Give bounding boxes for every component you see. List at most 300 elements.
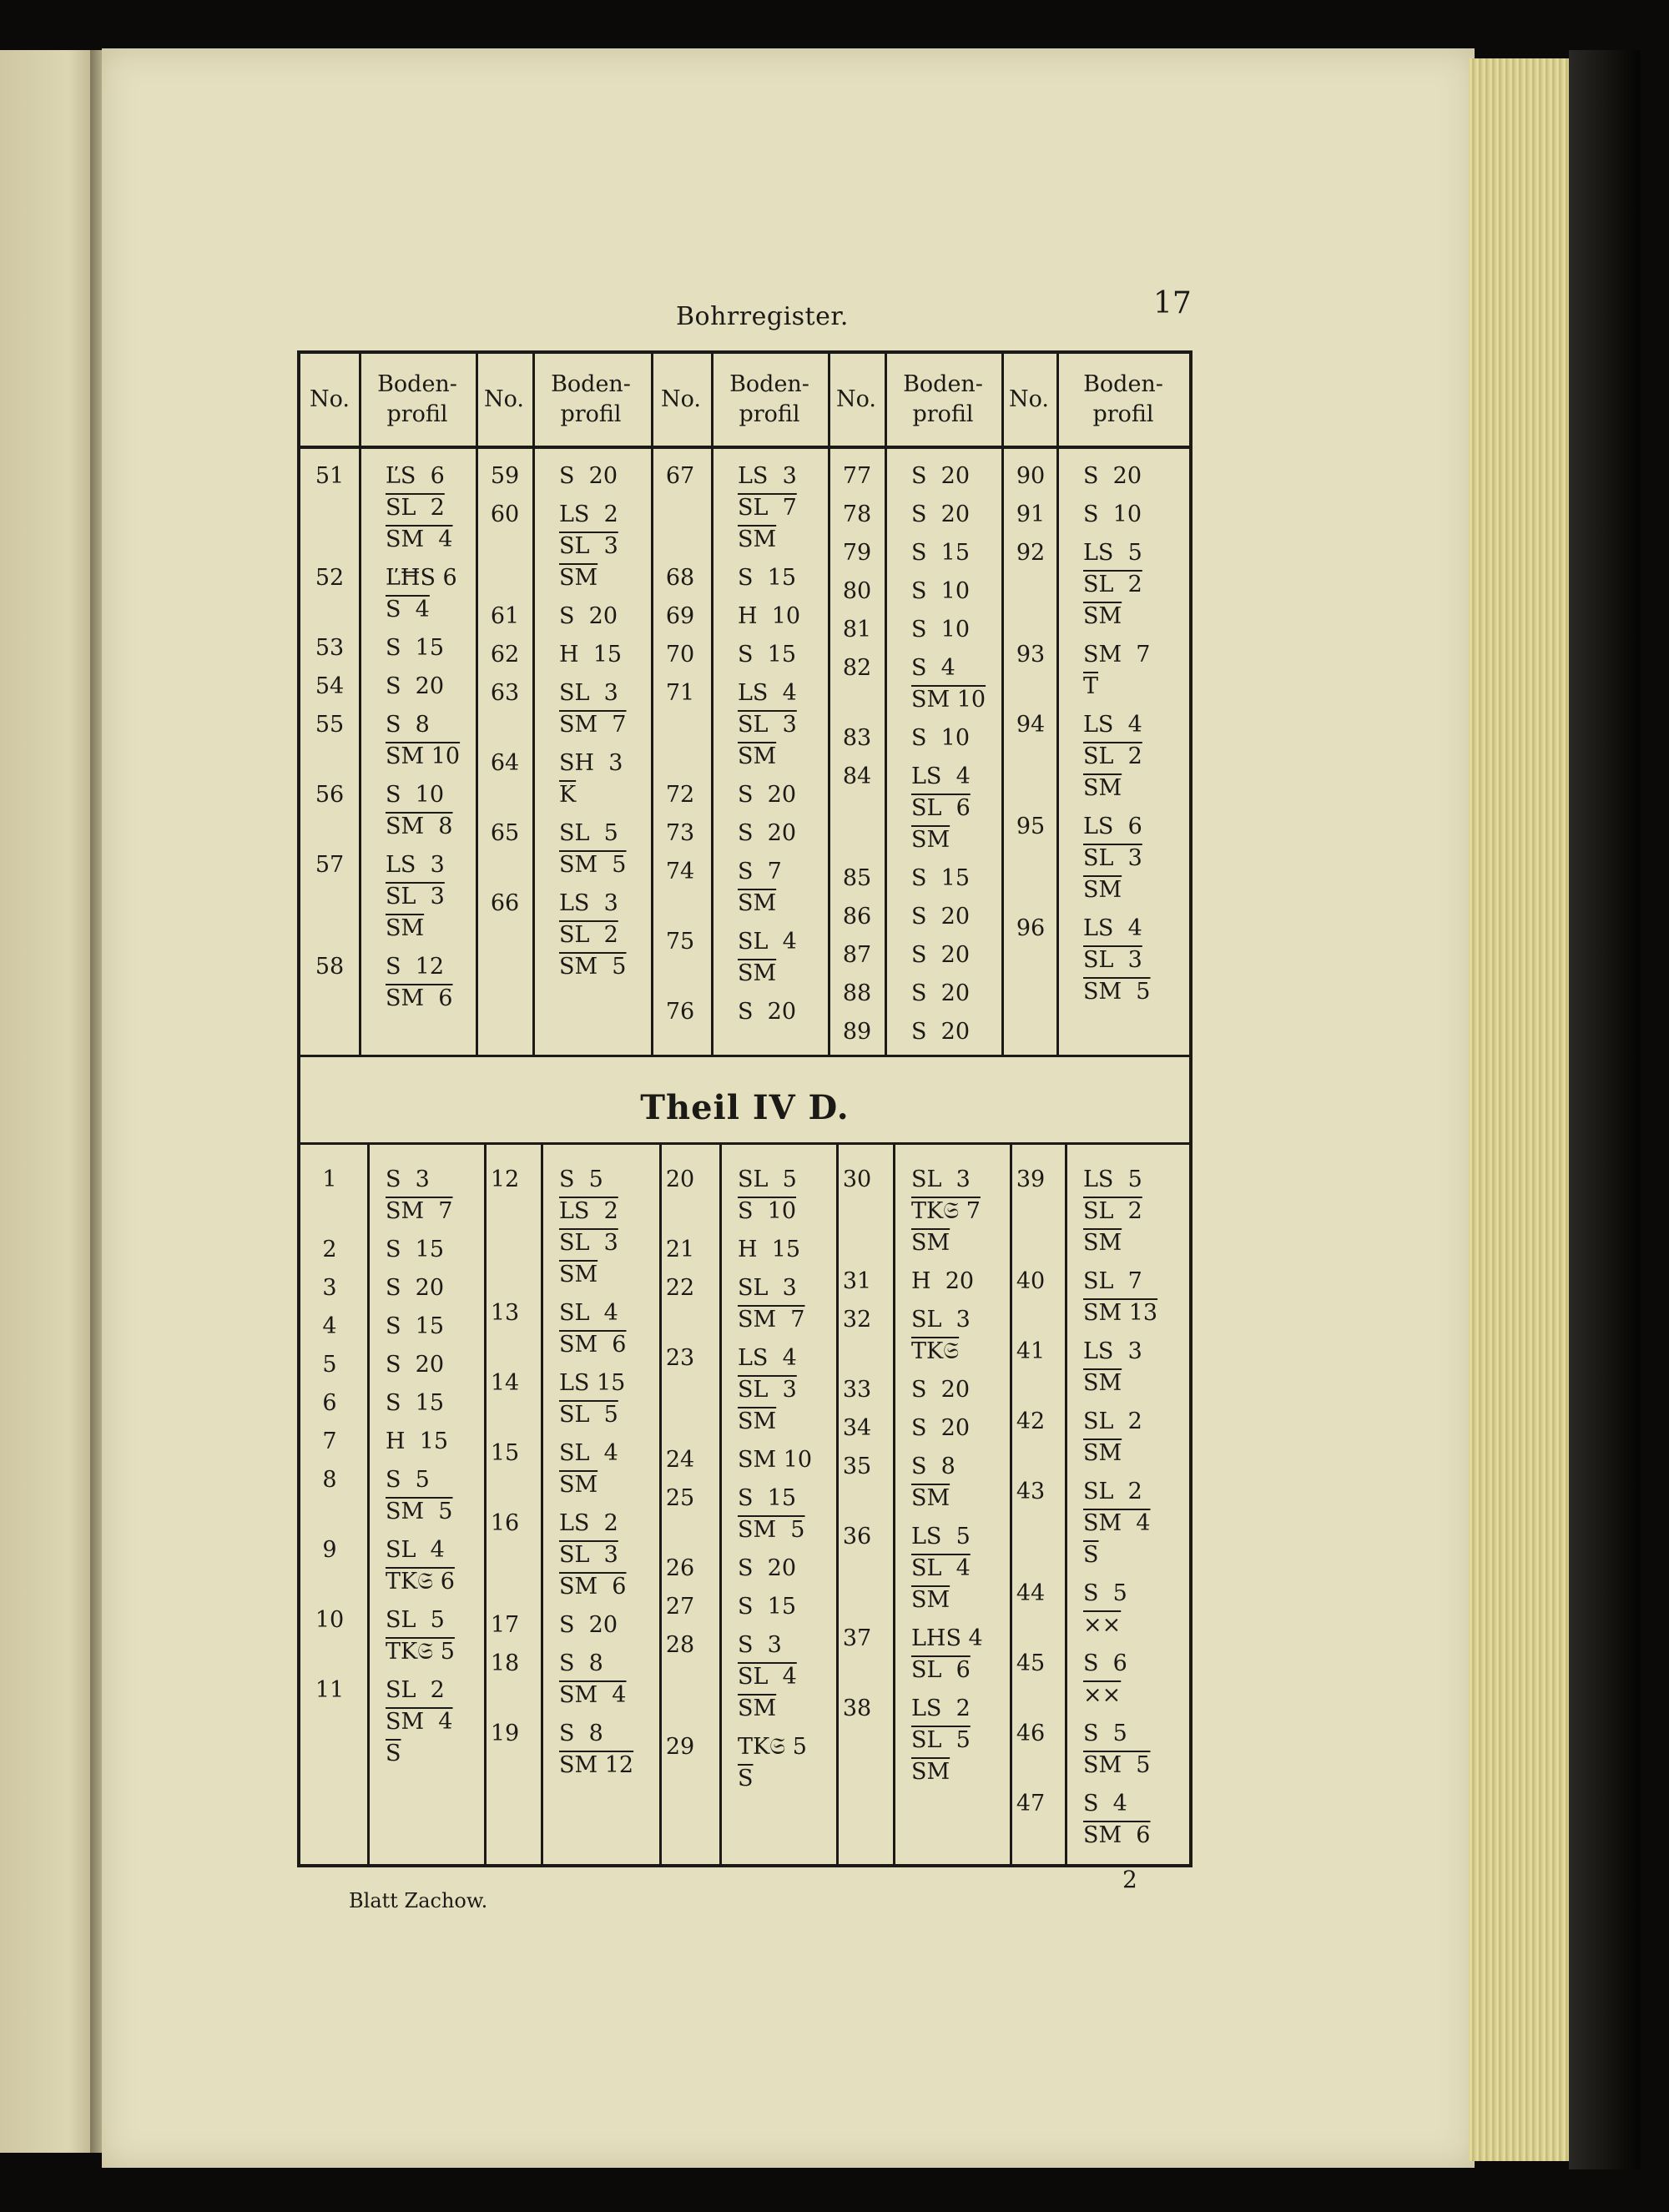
bohrung-number: 66 (490, 890, 520, 916)
bohrung-number: 8 (322, 1467, 337, 1493)
bodenprofil-layer: $\overline{SM}$ (911, 1485, 950, 1511)
bodenprofil-layer: S 6 (1083, 1650, 1127, 1676)
bohrung-number: 52 (315, 565, 345, 591)
bohrung-number: 14 (490, 1370, 520, 1396)
bodenprofil-layer: SM 5 (1083, 979, 1151, 1005)
bohrung-number: 10 (315, 1607, 345, 1633)
bodenprofil-layer: $\overline{SM}$ (1083, 1440, 1122, 1466)
column-divider-upper-2 (476, 354, 478, 1055)
bohrung-number: 30 (842, 1166, 872, 1192)
bodenprofil-layer: SL 5 (911, 1727, 971, 1753)
bodenprofil-layer: SM 6 (559, 1574, 627, 1600)
column-divider-lower-9 (1065, 1145, 1067, 1864)
bohrung-number: 85 (842, 865, 872, 891)
bohrung-number: 32 (842, 1307, 872, 1333)
column-divider-lower-7 (893, 1145, 895, 1864)
bodenprofil-layer: SL 3 (738, 1275, 797, 1301)
bodenprofil-layer: S 20 (1083, 463, 1142, 489)
bohrung-number: 34 (842, 1415, 872, 1441)
bodenprofil-layer: S 10 (911, 578, 971, 604)
column-divider-lower-6 (836, 1145, 839, 1864)
bohrung-number: 64 (490, 750, 520, 776)
bodenprofil-layer: S 15 (911, 865, 971, 891)
bodenprofil-layer: S 10 (911, 617, 971, 642)
bodenprofil-layer: SL 4 (559, 1300, 618, 1326)
bodenprofil-layer: S 20 (911, 904, 971, 930)
bodenprofil-layer: S 4 (386, 597, 430, 622)
bohrung-number: 35 (842, 1454, 872, 1479)
bodenprofil-layer: SH 3 (559, 750, 623, 776)
bohrung-number: 53 (315, 635, 345, 661)
bodenprofil-layer: TK𝔖 5 (386, 1639, 455, 1665)
bodenprofil-layer: S 20 (738, 1555, 797, 1581)
bohrung-number: 81 (842, 617, 872, 642)
bodenprofil-layer: SL 2 (1083, 572, 1142, 597)
bohrung-number: 37 (842, 1625, 872, 1651)
bodenprofil-layer: SL 2 (559, 922, 618, 948)
column-divider-upper-8 (1001, 354, 1004, 1055)
bohrung-number: 72 (665, 782, 695, 808)
column-divider-lower-5 (719, 1145, 722, 1864)
bodenprofil-layer: S 8 (386, 712, 430, 738)
bohrung-number: 84 (842, 763, 872, 789)
bodenprofil-layer: SM 13 (1083, 1300, 1158, 1326)
bohrung-number: 29 (665, 1734, 695, 1760)
bodenprofil-layer: LS 2 (559, 501, 618, 527)
bodenprofil-layer: SL 7 (738, 495, 797, 521)
bohrung-number: 69 (665, 603, 695, 629)
bodenprofil-layer: SL 5 (559, 820, 618, 846)
bodenprofil-layer: $\overline{T}$ (1083, 673, 1099, 699)
bodenprofil-layer: LS 3 (386, 852, 445, 878)
bodenprofil-layer: ĽĦS 6 (386, 565, 457, 591)
bodenprofil-layer: LS 3 (559, 890, 618, 916)
bohrung-number: 40 (1016, 1268, 1046, 1294)
bodenprofil-layer: $\overline{SM}$ (911, 1587, 950, 1613)
bohrung-number: 15 (490, 1440, 520, 1466)
page-number: 17 (1153, 286, 1192, 320)
page-edges (1469, 58, 1569, 2161)
bodenprofil-layer: LS 5 (1083, 540, 1142, 566)
bodenprofil-layer: S 15 (911, 540, 971, 566)
header-bodenprofil-line-2: profil (739, 401, 800, 427)
bohrung-number: 80 (842, 578, 872, 604)
bodenprofil-layer: SL 4 (738, 1664, 797, 1690)
bohrung-number: 51 (315, 463, 345, 489)
bodenprofil-layer: S 15 (738, 565, 797, 591)
bohrung-number: 70 (665, 642, 695, 668)
bodenprofil-layer: $\overline{SM}$ (1083, 775, 1122, 801)
bodenprofil-layer: LS 6 (1083, 814, 1142, 839)
bohrung-number: 95 (1016, 814, 1046, 839)
bohrung-number: 77 (842, 463, 872, 489)
header-no-3: No. (661, 386, 701, 412)
bohrung-number: 78 (842, 501, 872, 527)
bodenprofil-layer: $\overline{S}$ (386, 1741, 401, 1766)
bodenprofil-layer: SL 4 (911, 1555, 971, 1581)
bodenprofil-layer: S 15 (738, 1594, 797, 1620)
header-bodenprofil-line-1: Boden- (551, 371, 631, 397)
bohrung-number: 23 (665, 1345, 695, 1371)
column-divider-upper-3 (532, 354, 535, 1055)
bodenprofil-layer: TK𝔖 7 (911, 1198, 981, 1224)
bohrung-number: 93 (1016, 642, 1046, 668)
bodenprofil-layer: S 8 (911, 1454, 956, 1479)
bodenprofil-layer: $\overline{SM}$ (738, 1696, 777, 1721)
bodenprofil-layer: S 20 (911, 1377, 971, 1403)
bodenprofil-layer: SL 6 (911, 1657, 971, 1683)
bodenprofil-layer: SM 8 (386, 814, 453, 839)
bodenprofil-layer: SM 7 (386, 1198, 453, 1224)
header-bodenprofil-line-1: Boden- (1083, 371, 1163, 397)
bodenprofil-layer: SL 2 (386, 1677, 445, 1703)
bodenprofil-layer: SM 5 (1083, 1752, 1151, 1778)
bohrung-number: 38 (842, 1696, 872, 1721)
header-no-5: No. (1009, 386, 1049, 412)
bohrung-number: 17 (490, 1612, 520, 1638)
bodenprofil-layer: S 4 (911, 655, 956, 681)
header-bodenprofil-line-2: profil (560, 401, 622, 427)
bohrung-number: 24 (665, 1447, 695, 1473)
bodenprofil-layer: SL 6 (911, 795, 971, 821)
bodenprofil-layer: ×× (1083, 1612, 1122, 1638)
bodenprofil-layer: S 5 (386, 1467, 430, 1493)
header-bodenprofil-3 (711, 354, 828, 446)
bohrung-number: 83 (842, 725, 872, 751)
header-no-1: No. (310, 386, 350, 412)
bodenprofil-layer: $\overline{K}$ (559, 782, 577, 808)
bohrung-number: 1 (322, 1166, 337, 1192)
bodenprofil-layer: S 8 (559, 1650, 603, 1676)
bodenprofil-layer: S 20 (386, 1352, 445, 1378)
bohrung-number: 26 (665, 1555, 695, 1581)
column-divider-upper-5 (711, 354, 713, 1055)
bodenprofil-layer: S 10 (738, 1198, 797, 1224)
header-bodenprofil-5 (1056, 354, 1190, 446)
bodenprofil-layer: SM 5 (559, 954, 627, 980)
bodenprofil-layer: S 10 (1083, 501, 1142, 527)
bodenprofil-layer: SM 4 (386, 1709, 453, 1735)
bodenprofil-layer: H 15 (559, 642, 623, 668)
column-divider-lower-2 (484, 1145, 487, 1864)
bodenprofil-layer: $\overline{S}$ (1083, 1542, 1099, 1568)
bohrung-number: 91 (1016, 501, 1046, 527)
bodenprofil-layer: SL 3 (738, 1377, 797, 1403)
header-bodenprofil-1 (359, 354, 476, 446)
column-divider-lower-1 (367, 1145, 370, 1864)
bohrung-number: 60 (490, 501, 520, 527)
bodenprofil-layer: SL 3 (559, 1230, 618, 1256)
bodenprofil-layer: S 15 (738, 642, 797, 668)
bodenprofil-layer: LS 5 (1083, 1166, 1142, 1192)
bodenprofil-layer: SL 7 (1083, 1268, 1142, 1294)
bohrung-number: 74 (665, 859, 695, 884)
bodenprofil-layer: S 15 (386, 635, 445, 661)
bodenprofil-layer: S 5 (1083, 1721, 1127, 1746)
column-divider-upper-4 (651, 354, 653, 1055)
section-divider-bottom (300, 1142, 1189, 1145)
header-bodenprofil-line-2: profil (386, 401, 448, 427)
bodenprofil-layer: S 20 (738, 782, 797, 808)
bodenprofil-layer: SM 4 (1083, 1510, 1151, 1536)
bohrung-number: 7 (322, 1428, 337, 1454)
bodenprofil-layer: $\overline{SM}$ (911, 1230, 950, 1256)
bohrung-number: 9 (322, 1537, 337, 1563)
bohrung-number: 54 (315, 673, 345, 699)
bohrung-number: 89 (842, 1019, 872, 1045)
bohrung-number: 90 (1016, 463, 1046, 489)
bodenprofil-layer: $\overline{SM}$ (386, 915, 425, 941)
header-bodenprofil-2 (532, 354, 649, 446)
section-divider-top (300, 1055, 1189, 1057)
bodenprofil-layer: S 3 (738, 1632, 782, 1658)
bohrung-number: 82 (842, 655, 872, 681)
bohrung-number: 33 (842, 1377, 872, 1403)
bohrung-number: 75 (665, 929, 695, 955)
bodenprofil-layer: SM 7 (1083, 642, 1151, 668)
bodenprofil-layer: LS 2 (559, 1198, 618, 1224)
bodenprofil-layer: $\overline{SM}$ (559, 565, 598, 591)
bodenprofil-layer: $\overline{SM}$ (738, 527, 777, 552)
bodenprofil-layer: SL 3 (559, 1542, 618, 1568)
bodenprofil-layer: SL 4 (738, 929, 797, 955)
bodenprofil-layer: S 20 (559, 603, 618, 629)
bohrung-number: 16 (490, 1510, 520, 1536)
bohrung-number: 5 (322, 1352, 337, 1378)
bodenprofil-layer: $\overline{SM}$ (911, 1759, 950, 1785)
column-divider-upper-9 (1056, 354, 1059, 1055)
bohrung-number: 22 (665, 1275, 695, 1301)
bohrung-number: 94 (1016, 712, 1046, 738)
bodenprofil-layer: S 20 (911, 501, 971, 527)
bodenprofil-layer: $\overline{SM}$ (559, 1262, 598, 1287)
bohrung-number: 3 (322, 1275, 337, 1301)
bodenprofil-layer: LS 15 (559, 1370, 626, 1396)
bodenprofil-layer: S 12 (386, 954, 445, 980)
bodenprofil-layer: $\overline{SM}$ (1083, 877, 1122, 903)
bohrung-number: 62 (490, 642, 520, 668)
column-divider-upper-6 (828, 354, 830, 1055)
bohrung-number: 39 (1016, 1166, 1046, 1192)
bodenprofil-layer: H 10 (738, 603, 801, 629)
bodenprofil-layer: $\overline{SM}$ (738, 743, 777, 769)
header-no-2: No. (484, 386, 524, 412)
bohrregister-table (297, 350, 1193, 1867)
bodenprofil-layer: $\overline{SM}$ (559, 1472, 598, 1498)
bohrung-number: 86 (842, 904, 872, 930)
bodenprofil-layer: SM 5 (559, 852, 627, 878)
bodenprofil-layer: S 5 (1083, 1580, 1127, 1606)
bodenprofil-layer: SM 5 (738, 1517, 805, 1543)
bodenprofil-layer: SL 2 (1083, 743, 1142, 769)
bohrung-number: 43 (1016, 1479, 1046, 1504)
bodenprofil-layer: LS 4 (738, 680, 797, 706)
bodenprofil-layer: S 20 (386, 1275, 445, 1301)
bohrung-number: 44 (1016, 1580, 1046, 1606)
bodenprofil-layer: SL 2 (1083, 1479, 1142, 1504)
footer-sheet-name: Blatt Zachow. (349, 1889, 488, 1912)
bodenprofil-layer: S 15 (386, 1390, 445, 1416)
bodenprofil-layer: SL 5 (559, 1402, 618, 1428)
running-title: Bohrregister. (676, 302, 849, 331)
header-no-4: No. (836, 386, 876, 412)
bodenprofil-layer: LS 3 (738, 463, 797, 489)
header-bodenprofil-line-2: profil (912, 401, 974, 427)
bodenprofil-layer: LS 4 (1083, 712, 1142, 738)
bodenprofil-layer: SL 3 (1083, 947, 1142, 973)
bohrung-number: 28 (665, 1632, 695, 1658)
bodenprofil-layer: S 3 (386, 1166, 430, 1192)
bodenprofil-layer: SL 3 (911, 1307, 971, 1333)
header-bodenprofil-line-1: Boden- (903, 371, 983, 397)
bodenprofil-layer: LS 4 (738, 1345, 797, 1371)
bodenprofil-layer: S 7 (738, 859, 782, 884)
header-bodenprofil-line-1: Boden- (729, 371, 809, 397)
bodenprofil-layer: H 15 (738, 1237, 801, 1262)
bodenprofil-layer: SL 3 (911, 1166, 971, 1192)
bodenprofil-layer: SM 10 (911, 687, 986, 713)
bodenprofil-layer: SM 10 (738, 1447, 813, 1473)
bohrung-number: 2 (322, 1237, 337, 1262)
bohrung-number: 25 (665, 1485, 695, 1511)
bodenprofil-layer: SL 4 (559, 1440, 618, 1466)
bohrung-number: 71 (665, 680, 695, 706)
bodenprofil-layer: $\overline{SM}$ (1083, 1370, 1122, 1396)
bodenprofil-layer: $\overline{SM}$ (738, 890, 777, 916)
bodenprofil-layer: SM 5 (386, 1499, 453, 1524)
bodenprofil-layer: H 15 (386, 1428, 449, 1454)
column-divider-upper-1 (359, 354, 361, 1055)
bohrung-number: 12 (490, 1166, 520, 1192)
bodenprofil-layer: LS 2 (911, 1696, 971, 1721)
bodenprofil-layer: S 20 (738, 999, 797, 1025)
bohrung-number: 56 (315, 782, 345, 808)
bohrung-number: 76 (665, 999, 695, 1025)
bohrung-number: 18 (490, 1650, 520, 1676)
bodenprofil-layer: $\overline{S}$ (738, 1766, 754, 1791)
bodenprofil-layer: LS 5 (911, 1524, 971, 1549)
bohrung-number: 46 (1016, 1721, 1046, 1746)
bodenprofil-layer: S 20 (911, 463, 971, 489)
bodenprofil-layer: SL 2 (1083, 1408, 1142, 1434)
bodenprofil-layer: ×× (1083, 1682, 1122, 1708)
bodenprofil-layer: TK𝔖 (911, 1338, 960, 1364)
bodenprofil-layer: TK𝔖 6 (386, 1569, 455, 1595)
bodenprofil-layer: S 4 (1083, 1791, 1127, 1816)
bodenprofil-layer: SL 3 (559, 533, 618, 559)
bodenprofil-layer: SM 7 (559, 712, 627, 738)
bodenprofil-layer: $\overline{SM}$ (1083, 603, 1122, 629)
bohrung-number: 41 (1016, 1338, 1046, 1364)
bodenprofil-layer: $\overline{SM}$ (1083, 1230, 1122, 1256)
bohrung-number: 57 (315, 852, 345, 878)
bohrung-number: 47 (1016, 1791, 1046, 1816)
bodenprofil-layer: LS 4 (911, 763, 971, 789)
bohrung-number: 92 (1016, 540, 1046, 566)
bodenprofil-layer: SM 7 (738, 1307, 805, 1333)
bodenprofil-layer: SM 4 (386, 527, 453, 552)
bohrung-number: 21 (665, 1237, 695, 1262)
header-bodenprofil-line-2: profil (1092, 401, 1154, 427)
bodenprofil-layer: SM 4 (559, 1682, 627, 1708)
bodenprofil-layer: S 8 (559, 1721, 603, 1746)
bohrung-number: 73 (665, 820, 695, 846)
bodenprofil-layer: S 10 (911, 725, 971, 751)
bohrung-number: 6 (322, 1390, 337, 1416)
bodenprofil-layer: S 20 (738, 820, 797, 846)
bodenprofil-layer: S 10 (386, 782, 445, 808)
bodenprofil-layer: SL 3 (386, 884, 445, 909)
bodenprofil-layer: SM 10 (386, 743, 461, 769)
bohrung-number: 67 (665, 463, 695, 489)
bodenprofil-layer: SL 3 (738, 712, 797, 738)
bodenprofil-layer: S 20 (911, 1019, 971, 1045)
bodenprofil-layer: LS 3 (1083, 1338, 1142, 1364)
bohrung-number: 13 (490, 1300, 520, 1326)
bodenprofil-layer: SL 5 (386, 1607, 445, 1633)
bohrung-number: 4 (322, 1313, 337, 1339)
section-title: Theil IV D. (640, 1088, 850, 1127)
bodenprofil-layer: SL 5 (738, 1166, 797, 1192)
bohrung-number: 27 (665, 1594, 695, 1620)
bodenprofil-layer: S 20 (559, 1612, 618, 1638)
bohrung-number: 11 (315, 1677, 345, 1703)
bohrung-number: 31 (842, 1268, 872, 1294)
bodenprofil-layer: SM 6 (1083, 1822, 1151, 1848)
bodenprofil-layer: SM 12 (559, 1752, 634, 1778)
bohrung-number: 88 (842, 980, 872, 1006)
bohrung-number: 42 (1016, 1408, 1046, 1434)
footer-signature-number: 2 (1122, 1866, 1137, 1893)
bohrung-number: 59 (490, 463, 520, 489)
bodenprofil-layer: H 20 (911, 1268, 975, 1294)
bodenprofil-layer: $\overline{SM}$ (738, 960, 777, 986)
bohrung-number: 45 (1016, 1650, 1046, 1676)
bohrung-number: 68 (665, 565, 695, 591)
column-divider-lower-3 (541, 1145, 543, 1864)
left-page-edge (0, 50, 98, 2153)
bodenprofil-layer: SM 6 (559, 1332, 627, 1358)
bodenprofil-layer: SL 4 (386, 1537, 445, 1563)
bodenprofil-layer: S 20 (386, 673, 445, 699)
bodenprofil-layer: S 15 (386, 1313, 445, 1339)
bodenprofil-layer: SM 6 (386, 985, 453, 1011)
bodenprofil-layer: S 20 (911, 980, 971, 1006)
bodenprofil-layer: TK𝔖 5 (738, 1734, 807, 1760)
bohrung-number: 20 (665, 1166, 695, 1192)
bohrung-number: 65 (490, 820, 520, 846)
bodenprofil-layer: LHS 4 (911, 1625, 983, 1651)
bodenprofil-layer: SL 2 (386, 495, 445, 521)
bohrung-number: 63 (490, 680, 520, 706)
bodenprofil-layer: S 20 (559, 463, 618, 489)
bodenprofil-layer: SL 3 (559, 680, 618, 706)
bohrung-number: 55 (315, 712, 345, 738)
bohrung-number: 36 (842, 1524, 872, 1549)
bodenprofil-layer: S 15 (738, 1485, 797, 1511)
book-cover (1569, 50, 1640, 2169)
bodenprofil-layer: S 20 (911, 1415, 971, 1441)
column-divider-upper-7 (885, 354, 887, 1055)
bodenprofil-layer: LS 2 (559, 1510, 618, 1536)
bohrung-number: 96 (1016, 915, 1046, 941)
column-divider-lower-8 (1010, 1145, 1012, 1864)
bodenprofil-layer: ĽS 6 (386, 463, 445, 489)
bohrung-number: 19 (490, 1721, 520, 1746)
bodenprofil-layer: SL 2 (1083, 1198, 1142, 1224)
bodenprofil-layer: $\overline{SM}$ (911, 827, 950, 853)
bodenprofil-layer: S 15 (386, 1237, 445, 1262)
